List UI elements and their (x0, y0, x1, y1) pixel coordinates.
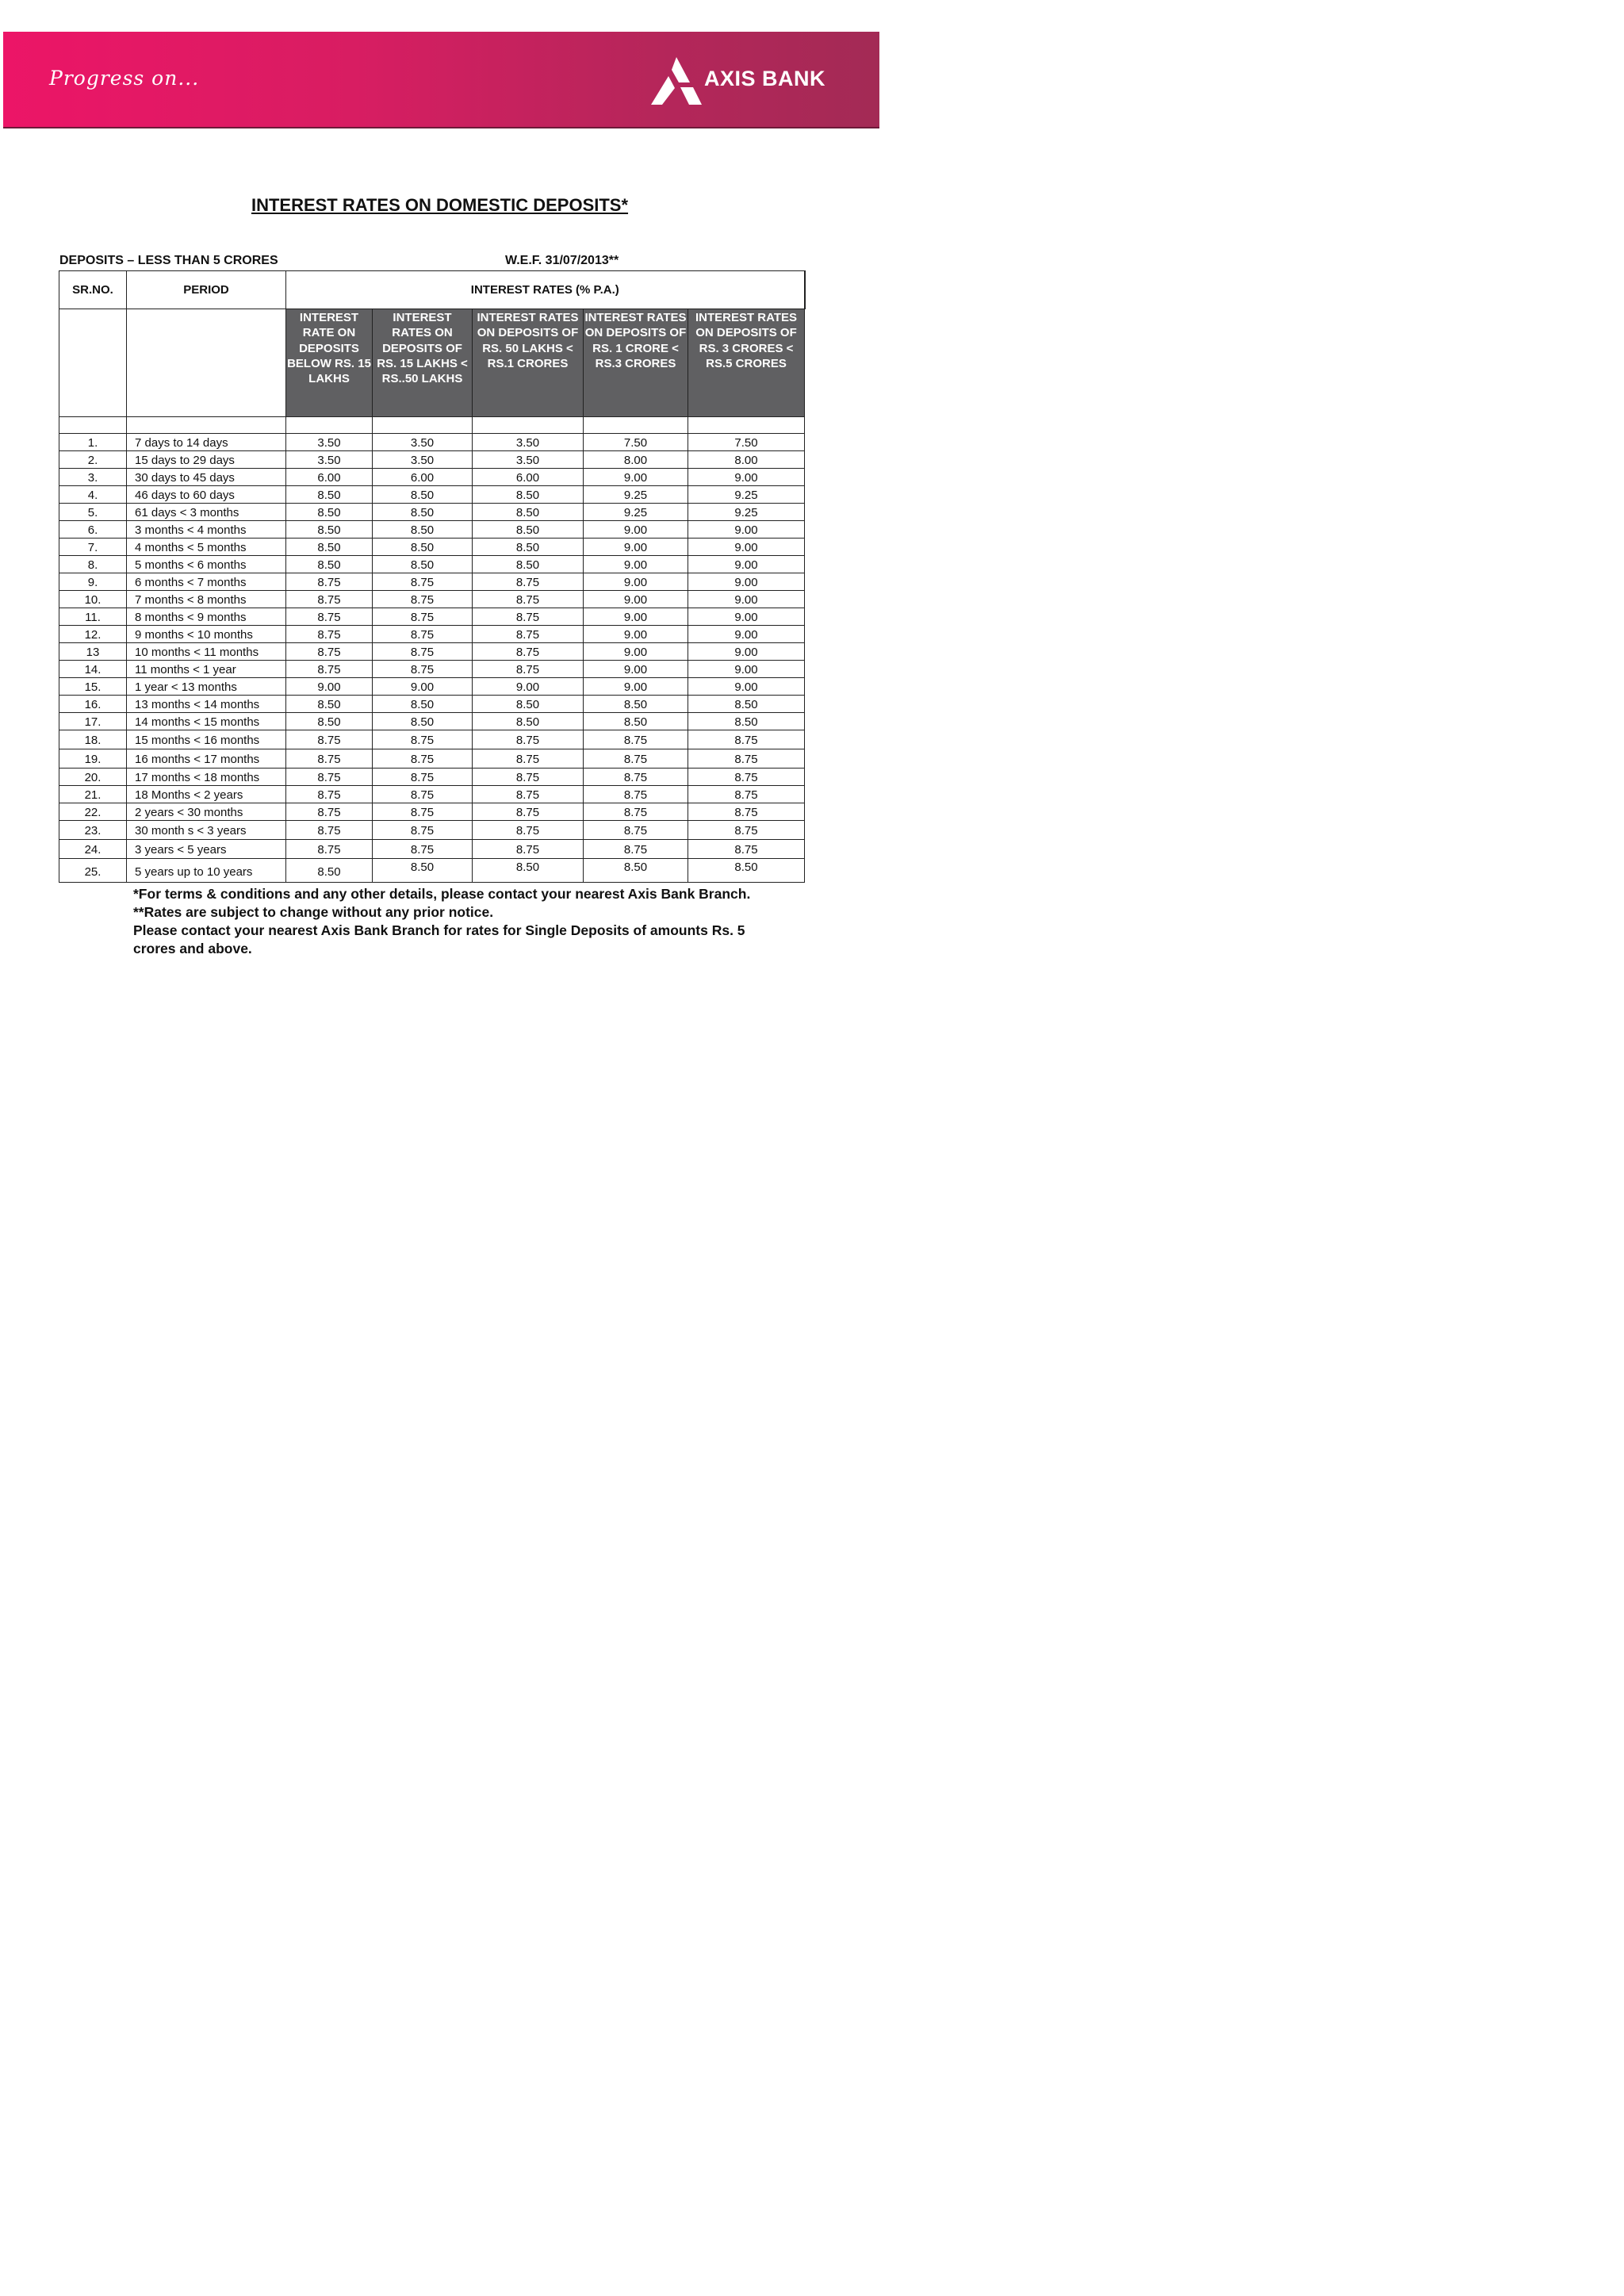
rate-cell: 6.00 (286, 469, 373, 486)
row-sr-no: 6. (59, 521, 127, 539)
rate-cell: 8.75 (373, 840, 473, 859)
table-row (59, 661, 805, 678)
rate-cell: 8.50 (473, 556, 584, 573)
rate-cell: 8.75 (473, 661, 584, 678)
rate-cell: 9.00 (584, 661, 688, 678)
rate-cell: 6.00 (373, 469, 473, 486)
rate-cell: 8.75 (286, 769, 373, 786)
rate-cell: 9.00 (584, 469, 688, 486)
rate-cell: 8.75 (373, 626, 473, 643)
col-header-period: PERIOD (127, 271, 286, 309)
rate-cell: 9.00 (688, 521, 805, 539)
rate-cell: 8.75 (286, 803, 373, 821)
rate-cell: 8.50 (373, 696, 473, 713)
rate-cell: 8.75 (473, 821, 584, 840)
row-period: 2 years < 30 months (127, 803, 286, 821)
tagline: Progress on... (49, 67, 200, 90)
row-sr-no: 25. (59, 859, 127, 883)
rate-cell: 8.75 (473, 769, 584, 786)
rate-cell: 8.75 (373, 786, 473, 803)
rate-cell: 9.00 (688, 591, 805, 608)
table-row (59, 486, 805, 504)
rate-cell: 7.50 (688, 434, 805, 451)
rate-cell: 9.00 (688, 608, 805, 626)
table-row (59, 608, 805, 626)
row-period: 3 months < 4 months (127, 521, 286, 539)
rate-cell: 8.75 (584, 840, 688, 859)
table-row (59, 539, 805, 556)
row-period: 7 months < 8 months (127, 591, 286, 608)
rate-cell: 3.50 (473, 434, 584, 451)
rate-cell: 8.50 (286, 539, 373, 556)
rate-cell: 8.50 (373, 859, 473, 883)
rate-cell: 9.00 (584, 678, 688, 696)
rate-cell: 9.00 (286, 678, 373, 696)
rate-cell: 8.75 (373, 661, 473, 678)
rate-cell: 9.00 (584, 556, 688, 573)
page (0, 0, 879, 1244)
table-row (59, 786, 805, 803)
rate-cell: 9.25 (584, 486, 688, 504)
rate-cell: 8.50 (584, 696, 688, 713)
rate-cell: 8.75 (584, 730, 688, 749)
rate-cell: 9.00 (584, 608, 688, 626)
row-sr-no: 19. (59, 749, 127, 769)
row-sr-no: 13 (59, 643, 127, 661)
table-row (59, 469, 805, 486)
rate-cell: 8.75 (286, 661, 373, 678)
rate-cell: 9.00 (584, 591, 688, 608)
rate-cell: 8.75 (286, 730, 373, 749)
rate-cell: 8.75 (373, 643, 473, 661)
rate-cell: 8.75 (286, 749, 373, 769)
rate-cell: 8.50 (584, 859, 688, 883)
row-sr-no: 16. (59, 696, 127, 713)
row-sr-no: 3. (59, 469, 127, 486)
rate-cell: 8.50 (286, 696, 373, 713)
row-sr-no: 12. (59, 626, 127, 643)
row-sr-no: 20. (59, 769, 127, 786)
slab-header-blank (59, 309, 127, 417)
row-period: 5 years up to 10 years (127, 859, 286, 883)
rate-cell: 8.50 (473, 486, 584, 504)
col-header-srno: SR.NO. (59, 271, 127, 309)
row-period: 14 months < 15 months (127, 713, 286, 730)
rate-cell: 8.50 (286, 713, 373, 730)
rate-cell: 3.50 (286, 451, 373, 469)
rate-cell: 8.50 (473, 504, 584, 521)
rate-cell: 9.00 (584, 643, 688, 661)
rate-cell: 8.75 (473, 803, 584, 821)
rate-cell: 8.75 (473, 608, 584, 626)
rate-cell: 8.50 (286, 504, 373, 521)
slab-header-50-lakhs-to-1-crore: INTEREST RATES ON DEPOSITS OF RS. 50 LAKHS < RS.1 CRORES (473, 309, 584, 417)
rate-cell: 9.00 (373, 678, 473, 696)
rate-cell: 8.50 (286, 521, 373, 539)
rate-cell: 9.25 (584, 504, 688, 521)
rate-cell: 8.50 (473, 859, 584, 883)
rate-cell: 8.00 (688, 451, 805, 469)
rate-cell: 8.75 (688, 786, 805, 803)
footnote-large-deposits: Please contact your nearest Axis Bank Branch for rates for Single Deposits of amounts Rs. 5 crores and above. (133, 922, 745, 956)
rate-cell: 8.75 (473, 591, 584, 608)
rate-cell: 9.00 (584, 539, 688, 556)
rate-cell: 8.00 (584, 451, 688, 469)
row-period: 1 year < 13 months (127, 678, 286, 696)
row-period: 15 months < 16 months (127, 730, 286, 749)
rate-cell: 8.75 (473, 730, 584, 749)
rate-cell: 8.50 (473, 521, 584, 539)
rate-cell: 8.50 (688, 713, 805, 730)
rate-cell: 3.50 (286, 434, 373, 451)
table-row (59, 643, 805, 661)
row-period: 18 Months < 2 years (127, 786, 286, 803)
row-period: 8 months < 9 months (127, 608, 286, 626)
table-row (59, 573, 805, 591)
rate-cell: 9.00 (473, 678, 584, 696)
table-row (59, 434, 805, 451)
effective-date: W.E.F. 31/07/2013** (505, 254, 619, 267)
rate-cell: 8.75 (286, 608, 373, 626)
rate-cell: 3.50 (473, 451, 584, 469)
rate-cell: 7.50 (584, 434, 688, 451)
table-row (59, 451, 805, 469)
rate-cell: 8.75 (584, 821, 688, 840)
rate-cell: 8.75 (373, 769, 473, 786)
rate-cell: 8.75 (286, 840, 373, 859)
row-period: 6 months < 7 months (127, 573, 286, 591)
rate-cell: 3.50 (373, 451, 473, 469)
row-period: 16 months < 17 months (127, 749, 286, 769)
rate-cell: 8.50 (473, 696, 584, 713)
rate-cell: 8.75 (286, 626, 373, 643)
row-period: 17 months < 18 months (127, 769, 286, 786)
table-row (59, 521, 805, 539)
table-row (59, 591, 805, 608)
rate-cell: 9.00 (584, 521, 688, 539)
interest-rates-table (59, 270, 806, 883)
row-sr-no: 4. (59, 486, 127, 504)
rate-cell: 8.75 (688, 769, 805, 786)
rate-cell: 8.75 (373, 803, 473, 821)
row-sr-no: 2. (59, 451, 127, 469)
logo-text: AXIS BANK (704, 67, 826, 90)
slab-header-1-to-3-crores: INTEREST RATES ON DEPOSITS OF RS. 1 CRORE < RS.3 CRORES (584, 309, 688, 417)
row-sr-no: 23. (59, 821, 127, 840)
rate-cell: 8.50 (584, 713, 688, 730)
row-sr-no: 7. (59, 539, 127, 556)
row-period: 30 days to 45 days (127, 469, 286, 486)
row-period: 15 days to 29 days (127, 451, 286, 469)
row-sr-no: 10. (59, 591, 127, 608)
row-sr-no: 21. (59, 786, 127, 803)
table-row (59, 859, 805, 883)
table-row (59, 769, 805, 786)
rate-cell: 9.00 (688, 678, 805, 696)
rate-cell: 8.75 (473, 573, 584, 591)
rate-cell: 8.50 (373, 486, 473, 504)
row-sr-no: 1. (59, 434, 127, 451)
table-row (59, 840, 805, 859)
rate-cell: 8.75 (584, 803, 688, 821)
rate-cell: 8.50 (473, 713, 584, 730)
rate-cell: 8.50 (286, 556, 373, 573)
rate-cell: 8.75 (584, 786, 688, 803)
rate-cell: 8.50 (688, 696, 805, 713)
row-period: 10 months < 11 months (127, 643, 286, 661)
rate-cell: 8.50 (373, 504, 473, 521)
footnote-terms: *For terms & conditions and any other details, please contact your nearest Axis Bank Branch. (133, 886, 751, 902)
row-sr-no: 9. (59, 573, 127, 591)
rate-cell: 9.00 (688, 573, 805, 591)
rate-cell: 8.75 (373, 608, 473, 626)
rate-cell: 8.75 (688, 803, 805, 821)
row-period: 3 years < 5 years (127, 840, 286, 859)
table-row (59, 696, 805, 713)
table-row (59, 678, 805, 696)
rate-cell: 9.00 (688, 469, 805, 486)
rate-cell: 9.00 (688, 626, 805, 643)
slab-header-row (59, 309, 805, 417)
rate-cell: 8.75 (286, 821, 373, 840)
rate-cell: 8.50 (373, 539, 473, 556)
table-row (59, 821, 805, 840)
rate-cell: 8.75 (373, 821, 473, 840)
rate-cell: 8.75 (286, 573, 373, 591)
rate-cell: 8.75 (286, 591, 373, 608)
row-sr-no: 5. (59, 504, 127, 521)
row-sr-no: 24. (59, 840, 127, 859)
row-sr-no: 11. (59, 608, 127, 626)
rate-cell: 8.75 (286, 643, 373, 661)
axis-logo-icon (650, 56, 703, 106)
row-period: 4 months < 5 months (127, 539, 286, 556)
row-period: 9 months < 10 months (127, 626, 286, 643)
rate-cell: 8.75 (286, 786, 373, 803)
axis-bank-logo (650, 56, 841, 106)
rate-cell: 8.75 (373, 591, 473, 608)
rate-cell: 3.50 (373, 434, 473, 451)
col-header-interest-rates: INTEREST RATES (% P.A.) (286, 271, 805, 309)
rate-cell: 8.50 (373, 521, 473, 539)
slab-header-blank (127, 309, 286, 417)
table-row (59, 504, 805, 521)
row-sr-no: 22. (59, 803, 127, 821)
row-period: 30 month s < 3 years (127, 821, 286, 840)
rate-cell: 9.00 (688, 661, 805, 678)
rate-cell: 8.50 (373, 713, 473, 730)
rate-cell: 8.75 (688, 749, 805, 769)
rate-cell: 8.75 (688, 840, 805, 859)
table-row (59, 730, 805, 749)
rate-cell: 8.75 (473, 786, 584, 803)
rate-cell: 9.00 (688, 556, 805, 573)
rate-cell: 8.50 (286, 486, 373, 504)
rate-cell: 8.50 (373, 556, 473, 573)
rate-cell: 8.75 (373, 730, 473, 749)
rate-cell: 8.75 (688, 730, 805, 749)
table-header-row (59, 271, 805, 309)
deposits-category: DEPOSITS – LESS THAN 5 CRORES (59, 254, 278, 267)
rate-cell: 8.75 (473, 643, 584, 661)
table-row (59, 803, 805, 821)
footnotes (133, 885, 768, 958)
rate-cell: 8.75 (473, 840, 584, 859)
rate-cell: 8.50 (473, 539, 584, 556)
footnote-rates-change: **Rates are subject to change without any prior notice. (133, 904, 494, 920)
row-period: 13 months < 14 months (127, 696, 286, 713)
table-row (59, 626, 805, 643)
rate-cell: 8.75 (473, 749, 584, 769)
rate-cell: 6.00 (473, 469, 584, 486)
rate-cell: 8.50 (286, 859, 373, 883)
rate-cell: 8.50 (688, 859, 805, 883)
rate-cell: 8.75 (473, 626, 584, 643)
rate-cell: 9.00 (584, 626, 688, 643)
row-sr-no: 8. (59, 556, 127, 573)
table-row (59, 713, 805, 730)
row-period: 5 months < 6 months (127, 556, 286, 573)
rate-cell: 8.75 (373, 573, 473, 591)
row-sr-no: 15. (59, 678, 127, 696)
rate-cell: 8.75 (688, 821, 805, 840)
row-period: 11 months < 1 year (127, 661, 286, 678)
rate-cell: 9.00 (584, 573, 688, 591)
rate-cell: 9.25 (688, 504, 805, 521)
rate-cell: 9.00 (688, 643, 805, 661)
table-row (59, 749, 805, 769)
rate-cell: 8.75 (373, 749, 473, 769)
page-title: INTEREST RATES ON DOMESTIC DEPOSITS* (251, 195, 629, 215)
rate-cell: 9.25 (688, 486, 805, 504)
slab-header-3-to-5-crores: INTEREST RATES ON DEPOSITS OF RS. 3 CRORES < RS.5 CRORES (688, 309, 805, 417)
table-row (59, 556, 805, 573)
row-sr-no: 14. (59, 661, 127, 678)
row-period: 61 days < 3 months (127, 504, 286, 521)
row-sr-no: 18. (59, 730, 127, 749)
slab-header-15-to-50-lakhs: INTEREST RATES ON DEPOSITS OF RS. 15 LAKHS < RS..50 LAKHS (373, 309, 473, 417)
row-period: 46 days to 60 days (127, 486, 286, 504)
row-sr-no: 17. (59, 713, 127, 730)
row-period: 7 days to 14 days (127, 434, 286, 451)
rate-cell: 8.75 (584, 769, 688, 786)
slab-header-below-15-lakhs: INTEREST RATE ON DEPOSITS BELOW RS. 15 LAKHS (286, 309, 373, 417)
rate-cell: 9.00 (688, 539, 805, 556)
spacer-row (59, 417, 805, 434)
rate-cell: 8.75 (584, 749, 688, 769)
